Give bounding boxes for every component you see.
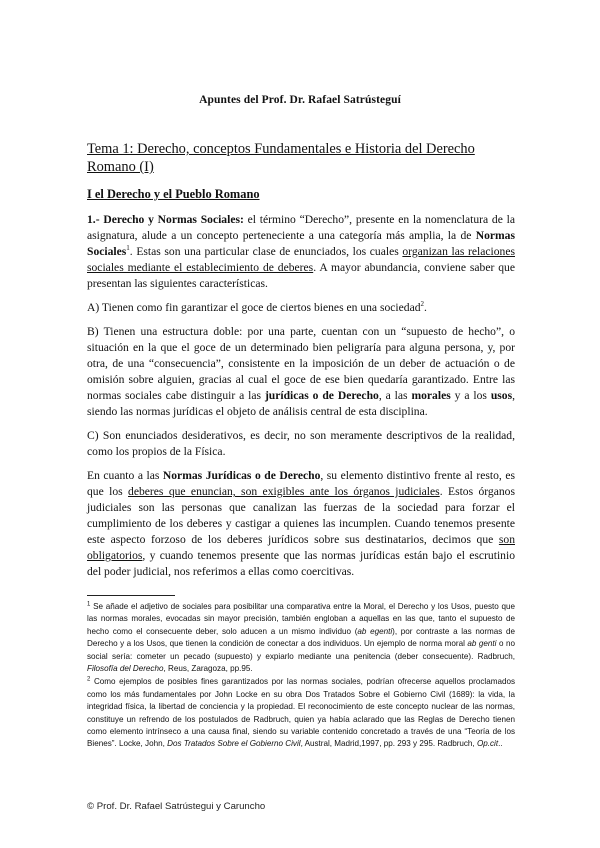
underlined-text: son obligatorios <box>87 533 515 562</box>
paragraph-lead: 1.- Derecho y Normas Sociales: <box>87 213 244 226</box>
bold-term: jurídicas o de Derecho <box>264 389 379 402</box>
text-run: , a las <box>378 389 412 402</box>
italic-text: Op.cit <box>476 739 499 749</box>
italic-text: ab egenti <box>357 626 393 636</box>
text-run: Como ejemplos de posibles fines garantizados por las normas sociales, podrían ofrecerse aquellos proclamados como los más fundamentales por John Locke en su obra Dos Tratados Sobre el Gobierno Civil (1689): la vida, la integridad física, la libertad de conciencia y la propiedad. El reconocimiento de este concepto nuclear de las normas, constituye un refrendo de los postulados de Radbruch, quien ya había aclarado que las Reglas de Derecho tienen como elemento intrínseco a una causa final, siendo su variable contenido concretado a través de una “Teoría de los Bienes”. Locke, John, <box>87 677 515 749</box>
footnote-separator <box>87 595 175 596</box>
bold-term: Normas Sociales <box>87 229 515 258</box>
italic-text: Dos Tratados Sobre el Gobierno Civil <box>167 739 301 749</box>
text-run: .. <box>498 739 503 749</box>
page-footer: © Prof. Dr. Rafael Satrústegui y Caruncho <box>87 801 266 812</box>
text-run: , Austral, Madrid,1997, pp. 293 y 295. Radbruch, <box>300 739 477 749</box>
main-content <box>87 140 515 588</box>
footnotes <box>87 601 515 752</box>
bold-term: Normas Jurídicas o de Derecho <box>162 469 321 482</box>
underlined-text: deberes que enuncian, son exigibles ante los órganos judiciales <box>128 485 440 498</box>
text-run: . <box>424 301 427 314</box>
paragraph-1 <box>87 212 515 292</box>
footnote-ref-2[interactable]: 2 <box>420 300 425 309</box>
text-run: . A mayor abundancia, conviene saber que presentan las siguientes características. <box>87 261 515 290</box>
bold-term: morales <box>411 389 451 402</box>
text-run: ), por contraste a las normas de Derecho y a los Usos, que tienen la condición de conectar a dos individuos. Un ejemplo de norma moral <box>87 626 515 649</box>
text-run: Se añade el adjetivo de sociales para posibilitar una comparativa entre la Moral, el Derecho y los Usos, puesto que las normas morales, evocadas sin mayor precisión, también engloban a aquellas en las que, tanto el supuesto de hecho como el consecuente deber, solo aducen a un mismo individuo ( <box>87 602 515 636</box>
footnote-number: 1 <box>87 601 91 608</box>
paragraph-4: C) Son enunciados desiderativos, es decir, no son meramente descriptivos de la realidad, como los propios de la Física. <box>87 429 515 458</box>
text-run: , su elemento distintivo frente al resto, es que los <box>87 469 515 498</box>
bold-term: usos <box>490 389 513 402</box>
italic-text: ab genti <box>467 639 497 649</box>
text-run: B) Tienen una estructura doble: por una parte, cuentan con un “supuesto de hecho”, o situación en la que el goce de un determinado bien peligraría para alguna persona, y, por otra, de una “consecuencia”, consistente en la imposición de un deber de actuación o de omisión sobre alguien, gracias al cual el goce de ese bien quedaría garantizado. Entre las normas sociales cabe distinguir a las <box>87 325 515 402</box>
text-run: En cuanto a las <box>87 469 163 482</box>
text-run: . Estos órganos judiciales son las personas que canalizan las fuerzas de la sociedad para forzar el cumplimiento de los deberes y castigar a quienes las incumplen. Cuando tenemos presente este aspecto forzoso de los deberes jurídicos sobre sus destinatarios, decimos que <box>87 485 515 546</box>
text-run: . Estas son una particular clase de enunciados, los cuales <box>129 245 403 258</box>
footnote-ref-1[interactable]: 1 <box>126 244 130 253</box>
page-header: Apuntes del Prof. Dr. Rafael Satrústeguí <box>199 94 401 106</box>
text-run: A) Tienen como fin garantizar el goce de ciertos bienes en una sociedad <box>87 301 421 314</box>
text-run: , Reus, Zaragoza, pp.95. <box>163 664 253 674</box>
text-run: el término “Derecho”, presente en la nomenclatura de la asignatura, alude a un concepto perteneciente a una categoría más amplia, la de <box>87 213 515 242</box>
text-run: y a los <box>450 389 491 402</box>
text-run: o no social sería: cometer un pecado (supuesto) y expiarlo mediante una penitencia (deber consecuente). Radbruch, <box>87 639 515 661</box>
footnote-1 <box>87 601 515 675</box>
paragraph-2 <box>87 300 515 316</box>
section-title: I el Derecho y el Pueblo Romano <box>87 187 260 201</box>
paragraph-5 <box>87 468 515 580</box>
italic-text: Filosofía del Derecho <box>87 664 164 674</box>
paragraph-3 <box>87 324 515 420</box>
chapter-title: Tema 1: Derecho, conceptos Fundamentales e Historia del Derecho Romano (I) <box>87 141 475 175</box>
footnote-number: 2 <box>87 676 91 683</box>
text-run: , siendo las normas jurídicas el objeto de análisis central de esta disciplina. <box>87 389 515 418</box>
footnote-2 <box>87 676 515 750</box>
underlined-text: organizan las relaciones sociales mediante el establecimiento de deberes <box>87 245 515 274</box>
text-run: , y cuando tenemos presente que las normas jurídicas están bajo el escrutinio del poder judicial, nos referimos a ellas como coercitivas. <box>87 549 515 578</box>
